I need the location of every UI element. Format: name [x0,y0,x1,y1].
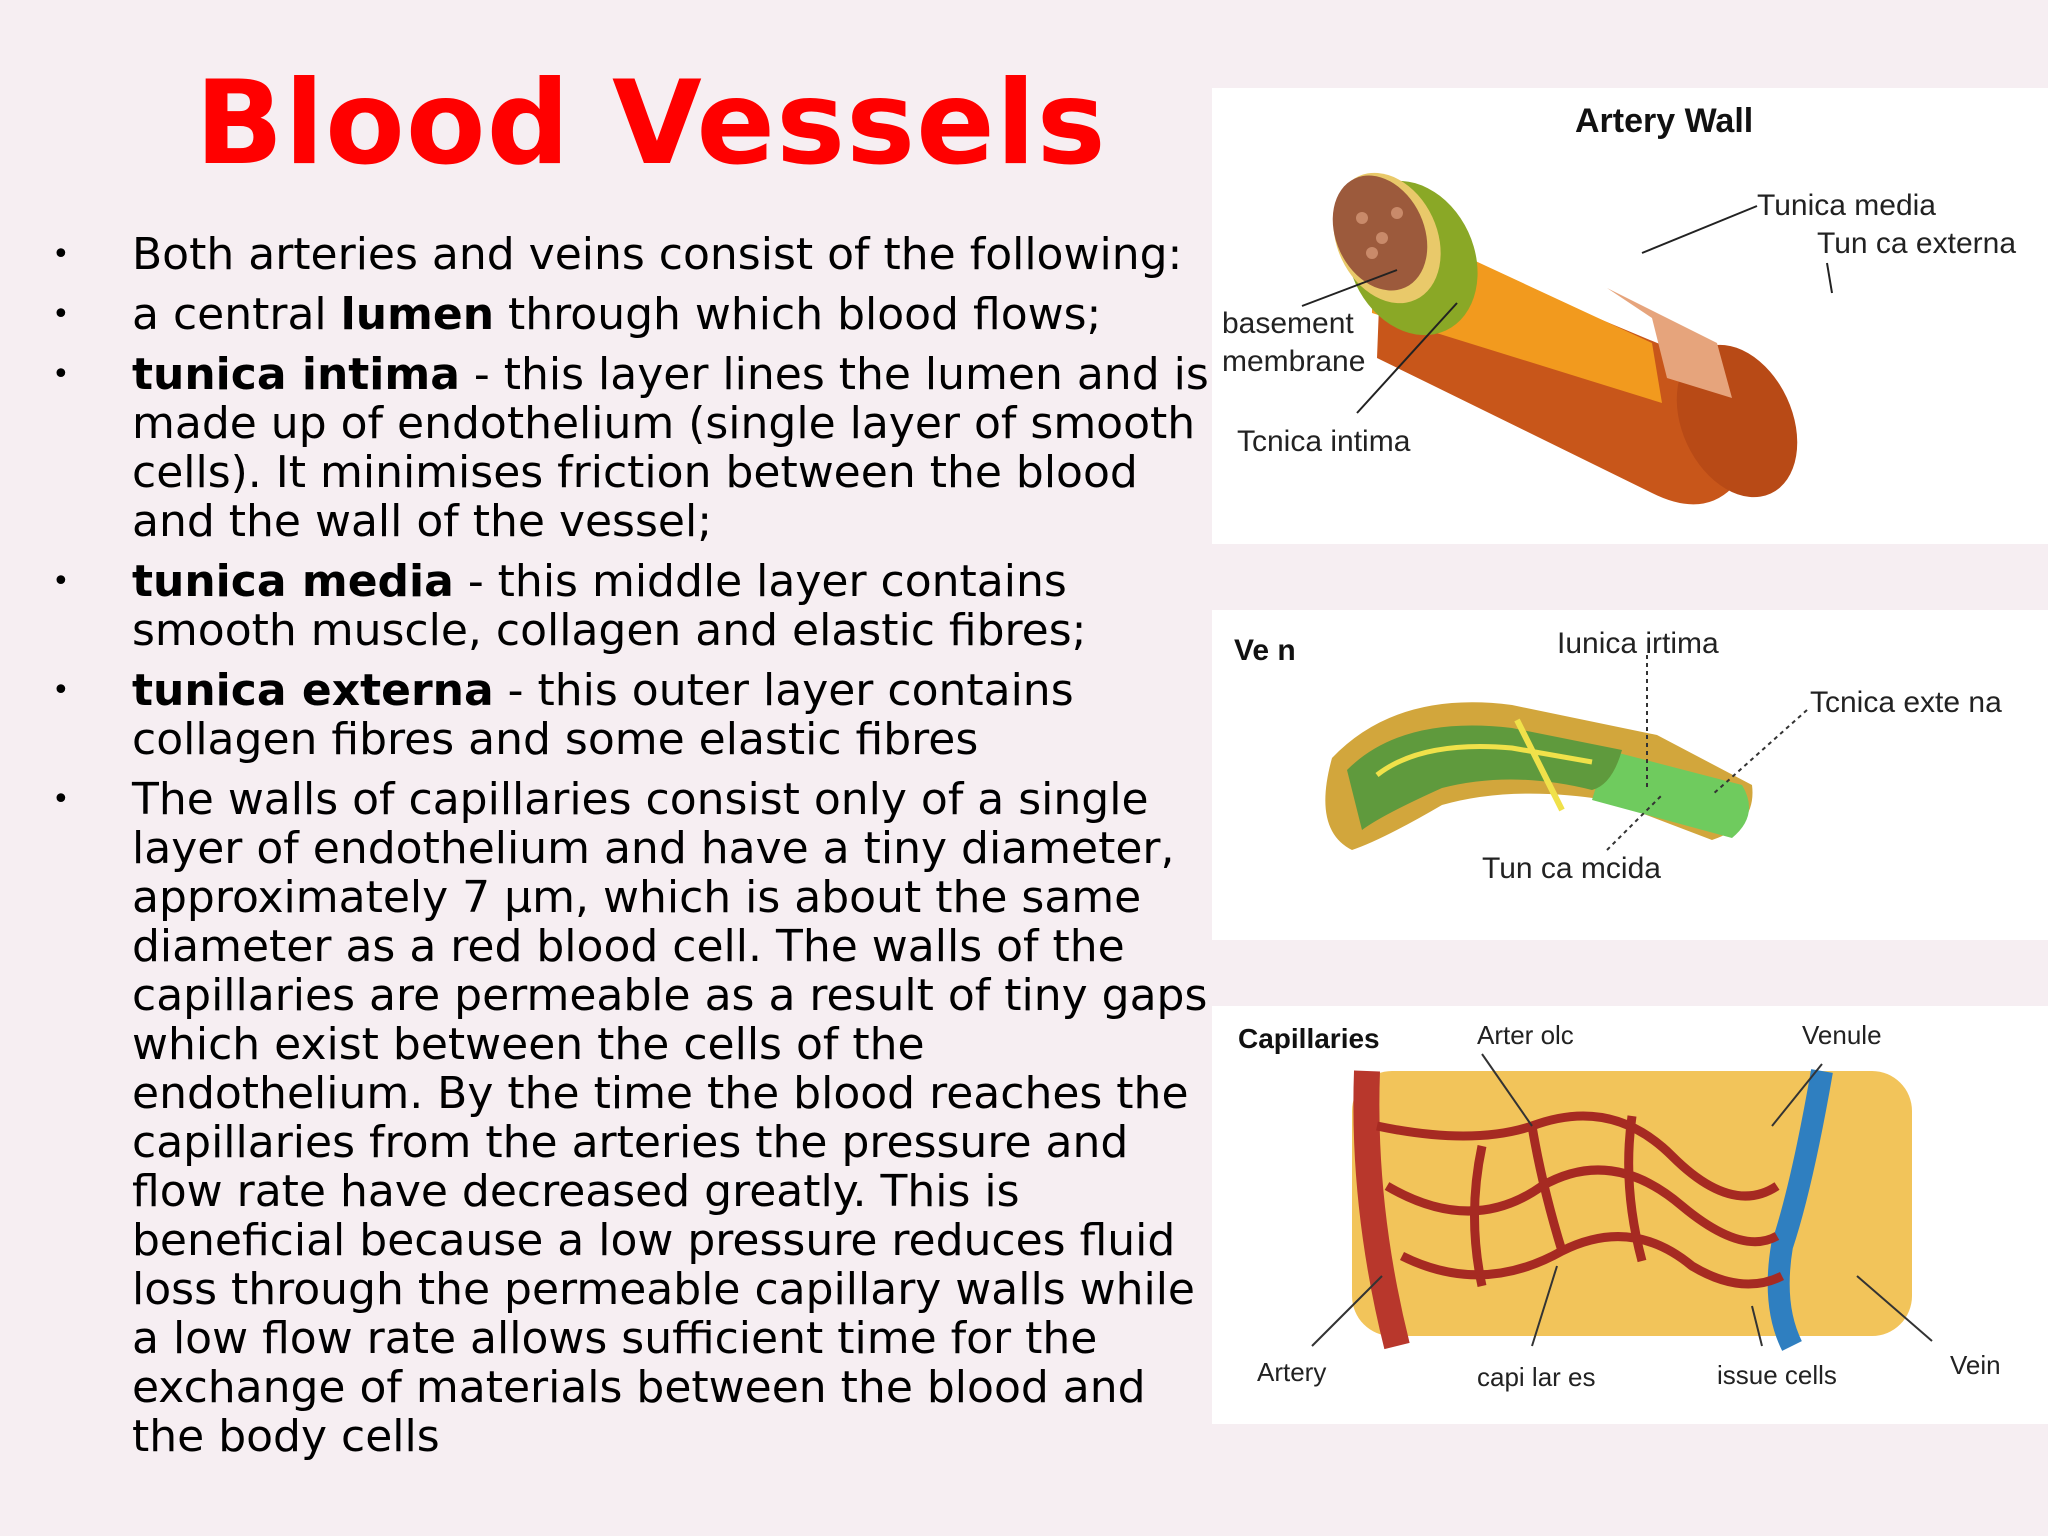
label-basement: basement [1222,307,1354,340]
bullet-term: tunica intima [132,349,460,400]
vein-vessel-illustration [1325,702,1752,850]
label-tunica-externa: Tun ca externa [1817,227,2016,260]
bullet-dot: • [52,237,70,272]
label-vein-media: Tun ca mcida [1482,852,1661,885]
vein-title: Ve n [1234,634,1296,667]
bullet-text: - this layer lines the lumen and is made up of endothelium (single layer of smooth cells). It minimises friction between the blood and the wall of the vessel; [132,349,1209,547]
label-tissue-cells: issue cells [1717,1360,1837,1390]
bullet-item [40,775,1210,1461]
bullet-item [40,230,1210,279]
label-capillaries: capi lar es [1477,1362,1596,1392]
label-vein: Vein [1950,1350,2001,1380]
capillaries-title: Capillaries [1238,1023,1380,1054]
bullet-dot: • [52,673,70,708]
capillaries-figure [1212,1006,2048,1424]
label-membrane: membrane [1222,345,1366,378]
bullet-item [40,290,1210,339]
bullet-term: lumen [340,289,495,340]
bullet-item [40,557,1210,655]
label-artery: Artery [1257,1357,1327,1387]
bullet-dot: • [52,782,70,817]
page-title: Blood Vessels [195,56,1107,191]
bullet-text: - this outer layer contains collagen fibres and some elastic fibres [132,665,1074,765]
bullet-item [40,666,1210,764]
bullet-dot: • [52,564,70,599]
artery-vessel-illustration [1313,155,1821,517]
bullet-text: - this middle layer contains smooth muscle, collagen and elastic fibres; [132,556,1087,656]
bullet-text: Both arteries and veins consist of the following: [132,229,1183,280]
bullet-text: through which blood flows; [494,289,1102,340]
bullet-dot: • [52,357,70,392]
capillary-bed-illustration [1352,1071,1912,1346]
bullet-item [40,350,1210,546]
bullet-term: tunica media [132,556,454,607]
label-tunica-intima: Tcnica intima [1237,425,1411,458]
label-vein-externa: Tcnica exte na [1810,686,2002,719]
bullet-prefix: a central [132,289,341,340]
bullet-text: The walls of capillaries consist only of a single layer of endothelium and have a tiny diameter, approximately 7 µm, which is about the same diameter as a red blood cell. The walls of the capillaries are permeable as a result of tiny gaps which exist between the cells of the endothelium. By the time the blood reaches the capillaries from the arteries the pressure and flow rate have decreased greatly. This is beneficial because a low pressure reduces fluid loss through the permeable capillary walls while a low flow rate allows sufficient time for the exchange of materials between the blood and the body cells [132,774,1208,1462]
label-venule: Venule [1802,1020,1882,1050]
label-arteriole: Arter olc [1477,1020,1574,1050]
bullet-list [40,230,1210,1472]
vein-figure [1212,610,2048,940]
artery-wall-figure [1212,88,2048,544]
label-tunica-media: Tunica media [1757,189,1936,222]
artery-title: Artery Wall [1575,102,1754,140]
bullet-term: tunica externa [132,665,494,716]
vein-diagram [1212,610,2048,940]
artery-wall-diagram [1212,88,2048,544]
bullet-dot: • [52,297,70,332]
label-vein-intima: Iunica irtima [1557,627,1719,660]
capillaries-diagram [1212,1006,2048,1424]
